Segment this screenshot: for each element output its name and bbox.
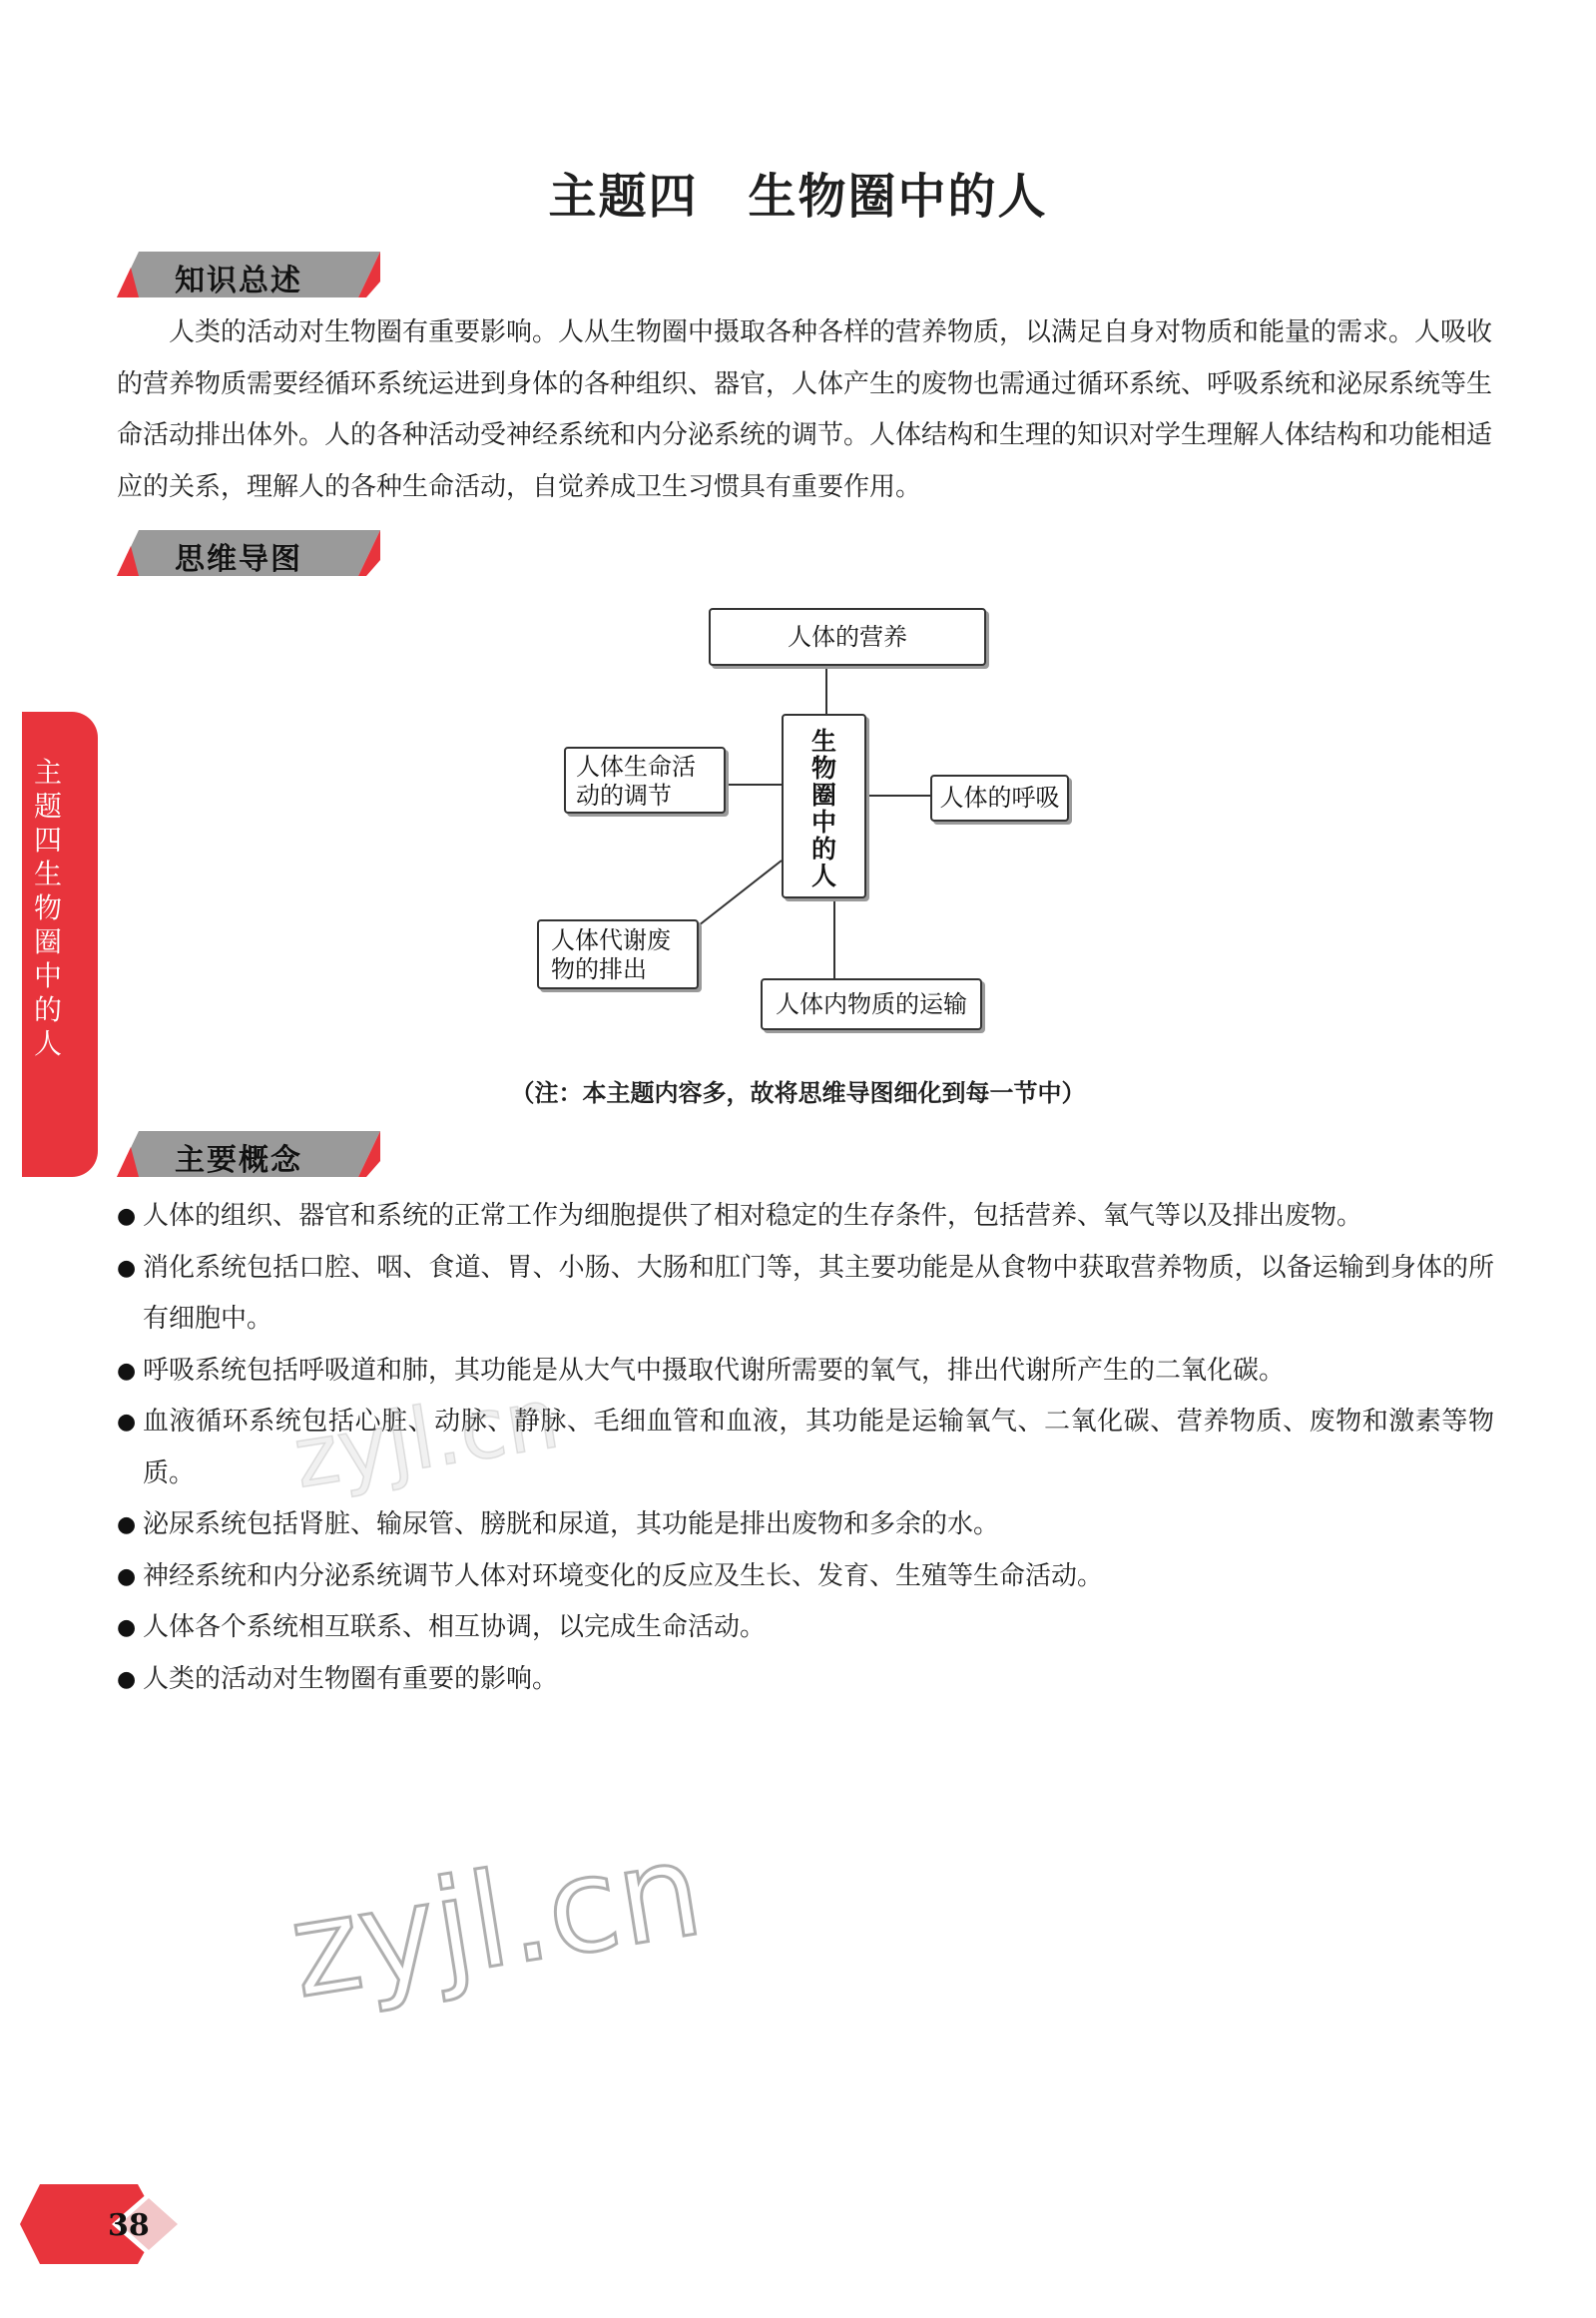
list-item — [117, 1243, 1494, 1346]
node-nutrition — [709, 608, 986, 666]
node-nutrition-label: 人体的营养 — [788, 623, 907, 651]
concept-list — [117, 1191, 1494, 1705]
concept-text: 人类的活动对生物圈有重要的影响。 — [143, 1663, 559, 1694]
list-item — [117, 1397, 1494, 1499]
node-regulation — [564, 747, 726, 814]
node-excretion-line2: 物的排出 — [551, 955, 647, 983]
list-item — [117, 1346, 1494, 1398]
concept-text: 人体的组织、器官和系统的正常工作为细胞提供了相对稳定的生存条件，包括营养、氧气等以及排出废物。 — [143, 1201, 1363, 1231]
list-item — [117, 1602, 1494, 1654]
mind-map-note: （注：本主题内容多，故将思维导图细化到每一节中） — [510, 1079, 1086, 1107]
bullet-icon: ● — [117, 1615, 137, 1640]
intro-paragraph: 人类的活动对生物圈有重要影响。人从生物圈中摄取各种各样的营养物质，以满足自身对物质和能量的需求。人吸收的营养物质需要经循环系统运进到身体的各种组织、器官，人体产生的废物也需通过循环系统、呼吸系统和泌尿系统等生命活动排出体外。人的各种活动受神经系统和内分泌系统的调节。人体结构和生理的知识对学生理解人体结构和功能相适应的关系，理解人的各种生命活动，自觉养成卫生习惯具有重要作用。 — [117, 317, 1493, 502]
side-chapter-label: 主题四 生物圈中的人 — [34, 756, 91, 1060]
node-excretion — [537, 919, 699, 989]
bullet-icon: ● — [117, 1255, 137, 1281]
page-title: 主题四 生物圈中的人 — [548, 169, 1048, 225]
page-number-badge — [20, 2184, 190, 2264]
section-title-concepts: 主要概念 — [175, 1143, 302, 1178]
list-item — [117, 1499, 1494, 1551]
page-number: 38 — [108, 2208, 150, 2243]
concept-text: 神经系统和内分泌系统调节人体对环境变化的反应及生长、发育、生殖等生命活动。 — [143, 1560, 1104, 1591]
bullet-icon: ● — [117, 1563, 137, 1589]
concept-text: 呼吸系统包括呼吸道和肺，其功能是从大气中摄取代谢所需要的氧气，排出代谢所产生的二氧化碳。 — [143, 1355, 1286, 1386]
bullet-icon: ● — [117, 1666, 137, 1692]
section-title-mindmap: 思维导图 — [175, 542, 302, 577]
connector-excretion — [699, 861, 782, 925]
side-chapter-tab — [22, 712, 98, 1177]
node-center — [782, 714, 866, 898]
node-transport-label: 人体内物质的运输 — [776, 990, 967, 1018]
node-respiration — [930, 775, 1069, 822]
bullet-icon: ● — [117, 1204, 137, 1229]
node-regulation-line2: 动的调节 — [576, 782, 672, 810]
concept-text: 血液循环系统包括心脏、动脉、静脉、毛细血管和血液，其功能是运输氧气、二氧化碳、营养物质、废物和激素等物质。 — [143, 1407, 1494, 1488]
bullet-icon: ● — [117, 1410, 137, 1435]
concept-text: 消化系统包括口腔、咽、食道、胃、小肠、大肠和肛门等，其主要功能是从食物中获取营养物质，以备运输到身体的所有细胞中。 — [143, 1252, 1494, 1334]
section-title-overview: 知识总述 — [175, 264, 302, 298]
list-item — [117, 1551, 1494, 1603]
bullet-icon: ● — [117, 1512, 137, 1537]
node-regulation-line1: 人体生命活 — [576, 753, 696, 781]
bullet-icon: ● — [117, 1358, 137, 1384]
node-transport — [761, 978, 982, 1030]
list-item — [117, 1191, 1494, 1243]
node-center-label: 生物圈中的人 — [810, 727, 836, 890]
concept-text: 泌尿系统包括肾脏、输尿管、膀胱和尿道，其功能是排出废物和多余的水。 — [143, 1509, 1000, 1539]
node-excretion-line1: 人体代谢废 — [551, 926, 671, 954]
section-tag-concepts — [117, 1131, 380, 1177]
node-respiration-label: 人体的呼吸 — [939, 784, 1060, 812]
concept-text: 人体各个系统相互联系、相互协调，以完成生命活动。 — [143, 1612, 767, 1642]
list-item — [117, 1654, 1494, 1706]
